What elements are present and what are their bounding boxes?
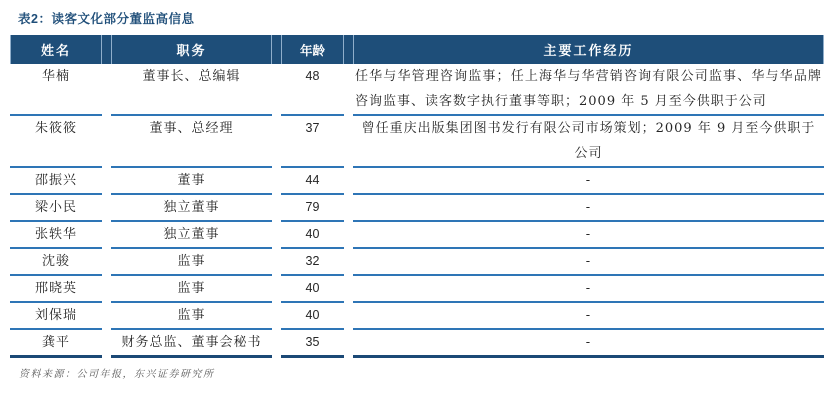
experience-cell: - bbox=[353, 168, 824, 195]
header-age: 年龄 bbox=[281, 35, 344, 64]
table-body bbox=[10, 64, 824, 358]
table-title: 表2：读客文化部分董监高信息 bbox=[18, 12, 195, 26]
age-cell: 44 bbox=[281, 168, 344, 195]
position-cell: 独立董事 bbox=[111, 195, 272, 222]
experience-cell: 曾任重庆出版集团图书发行有限公司市场策划；2009 年 9 月至今供职于公司 bbox=[353, 116, 824, 168]
table-row bbox=[10, 276, 824, 303]
table-row bbox=[10, 195, 824, 222]
table-row bbox=[10, 303, 824, 330]
position-cell: 监事 bbox=[111, 303, 272, 330]
experience-cell: 任华与华管理咨询监事；任上海华与华营销咨询有限公司监事、华与华品牌咨询监事、读客数字执行董事等职；2009 年 5 月至今供职于公司 bbox=[353, 64, 824, 116]
position-cell: 董事 bbox=[111, 168, 272, 195]
name-cell: 龚平 bbox=[10, 330, 102, 358]
position-cell: 监事 bbox=[111, 276, 272, 303]
position-cell: 独立董事 bbox=[111, 222, 272, 249]
age-cell: 37 bbox=[281, 116, 344, 168]
experience-cell: - bbox=[353, 330, 824, 358]
name-cell: 邵振兴 bbox=[10, 168, 102, 195]
table-row bbox=[10, 249, 824, 276]
name-cell: 沈骏 bbox=[10, 249, 102, 276]
name-cell: 梁小民 bbox=[10, 195, 102, 222]
experience-cell: - bbox=[353, 249, 824, 276]
table-row bbox=[10, 222, 824, 249]
experience-cell: - bbox=[353, 303, 824, 330]
position-cell: 财务总监、董事会秘书 bbox=[111, 330, 272, 358]
header-name: 姓名 bbox=[10, 35, 102, 64]
name-cell: 朱筱筱 bbox=[10, 116, 102, 168]
experience-cell: - bbox=[353, 195, 824, 222]
table-row bbox=[10, 330, 824, 358]
table-row bbox=[10, 168, 824, 195]
header-experience: 主要工作经历 bbox=[353, 35, 824, 64]
name-cell: 邢晓英 bbox=[10, 276, 102, 303]
age-cell: 40 bbox=[281, 276, 344, 303]
age-cell: 79 bbox=[281, 195, 344, 222]
age-cell: 32 bbox=[281, 249, 344, 276]
age-cell: 40 bbox=[281, 303, 344, 330]
position-cell: 董事、总经理 bbox=[111, 116, 272, 168]
experience-cell: - bbox=[353, 222, 824, 249]
name-cell: 张轶华 bbox=[10, 222, 102, 249]
source-note: 资料来源：公司年报，东兴证券研究所 bbox=[19, 369, 215, 380]
position-cell: 董事长、总编辑 bbox=[111, 64, 272, 116]
name-cell: 刘保瑞 bbox=[10, 303, 102, 330]
age-cell: 48 bbox=[281, 64, 344, 116]
name-cell: 华楠 bbox=[10, 64, 102, 116]
age-cell: 40 bbox=[281, 222, 344, 249]
experience-cell: - bbox=[353, 276, 824, 303]
header-position: 职务 bbox=[111, 35, 272, 64]
table-row bbox=[10, 64, 824, 116]
executives-table bbox=[10, 35, 824, 358]
age-cell: 35 bbox=[281, 330, 344, 358]
table-header-row bbox=[10, 35, 824, 64]
table-row bbox=[10, 116, 824, 168]
position-cell: 监事 bbox=[111, 249, 272, 276]
